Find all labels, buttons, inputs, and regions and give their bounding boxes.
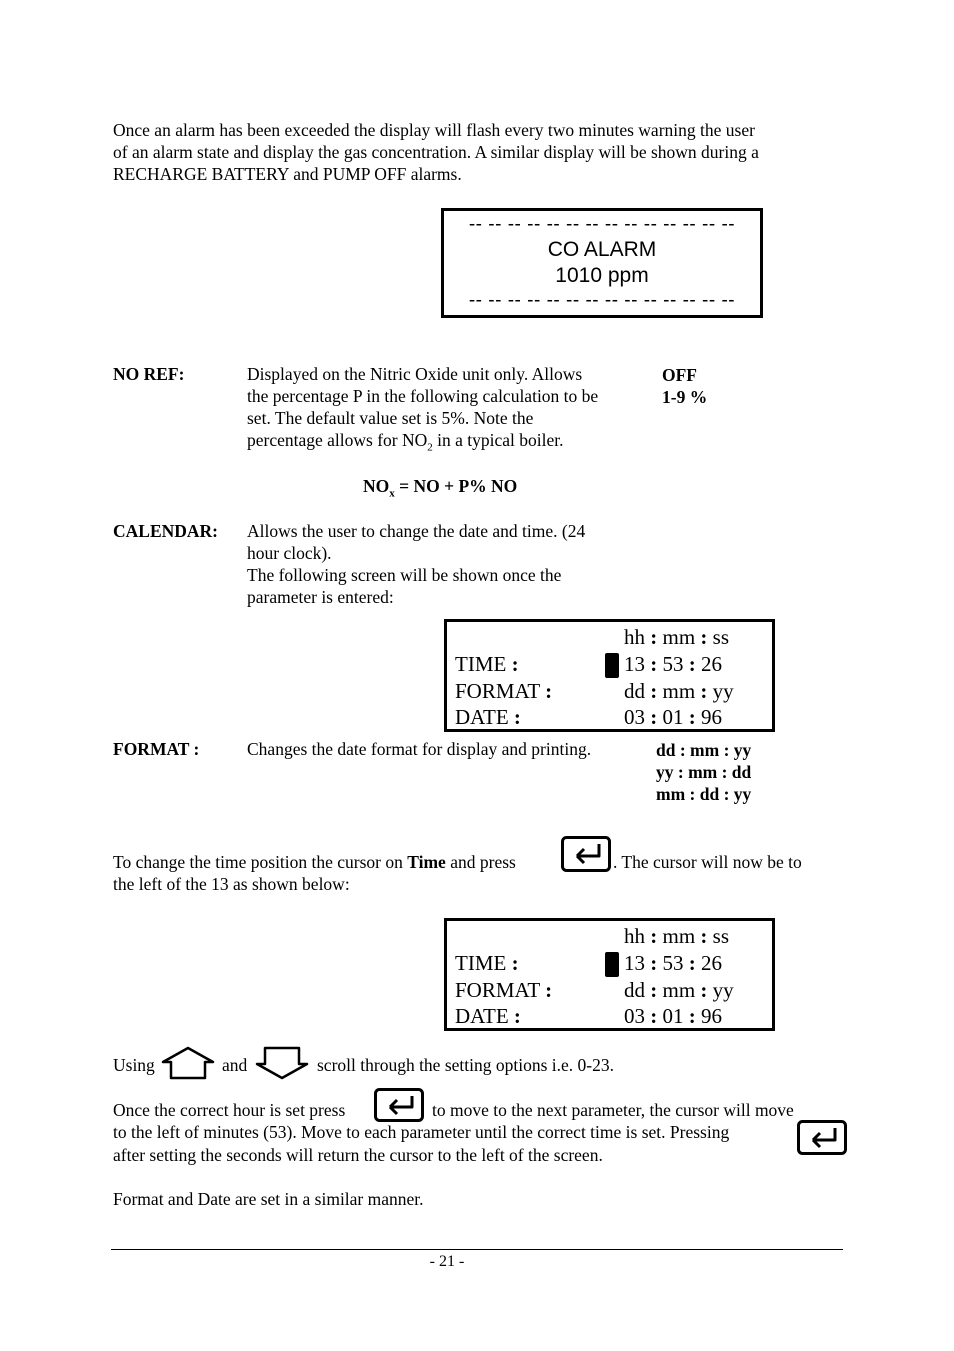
closing-sentence: Format and Date are set in a similar manner. — [113, 1189, 424, 1209]
change-time-line-2: the left of the 13 as shown below: — [113, 874, 350, 894]
change-time-line-1: To change the time position the cursor on Time and press — [113, 852, 516, 872]
intro-line-3: RECHARGE BATTERY and PUMP OFF alarms. — [113, 164, 462, 184]
calendar-line-2: hour clock). — [247, 543, 332, 563]
alarm-value: 1010 ppm — [555, 264, 649, 287]
format-label: FORMAT : — [113, 739, 200, 759]
format-description: Changes the date format for display and printing. — [247, 739, 592, 759]
no-ref-label: NO REF: — [113, 364, 185, 384]
using-word: Using — [113, 1055, 155, 1075]
lcd2-header: hh : mm : ss — [624, 924, 730, 948]
no-ref-options — [662, 364, 707, 408]
lcd1-format-label: FORMAT : — [455, 679, 553, 703]
enter-key-icon — [561, 836, 611, 872]
format-option-3: mm : dd : yy — [656, 784, 752, 804]
calendar-line-1: Allows the user to change the date and time. (24 — [247, 521, 586, 541]
calendar-line-4: parameter is entered: — [247, 587, 394, 607]
footer-rule — [111, 1249, 843, 1250]
using-rest: scroll through the setting options i.e. 0-23. — [317, 1055, 614, 1075]
using-and: and — [222, 1055, 248, 1075]
lcd2-date-label: DATE : — [455, 1004, 521, 1028]
enter-key-icon-2 — [374, 1088, 424, 1122]
once-line-2: to the left of minutes (53). Move to each parameter until the correct time is set. Pressing — [113, 1122, 730, 1142]
once-line-3: after setting the seconds will return the cursor to the left of the screen. — [113, 1145, 603, 1165]
format-options — [656, 739, 751, 805]
lcd2-format-value: dd : mm : yy — [624, 978, 734, 1002]
lcd2-cursor — [605, 952, 619, 977]
no-ref-line-1: Displayed on the Nitric Oxide unit only. Allows — [247, 364, 583, 384]
lcd2-time-label: TIME : — [455, 951, 519, 975]
alarm-title: CO ALARM — [547, 238, 657, 261]
no-ref-description — [247, 363, 598, 459]
page-number: - 21 - — [429, 1253, 465, 1270]
down-arrow-key-icon — [255, 1046, 309, 1080]
lcd2-date-value: 03 : 01 : 96 — [624, 1004, 722, 1028]
calendar-line-3: The following screen will be shown once the — [247, 565, 562, 585]
format-option-1: dd : mm : yy — [656, 740, 752, 760]
enter-key-icon-3 — [797, 1120, 847, 1155]
alarm-display — [441, 208, 763, 318]
intro-line-1: Once an alarm has been exceeded the display will flash every two minutes warning the user — [113, 120, 755, 140]
no-ref-line-3: set. The default value set is 5%. Note the — [247, 408, 534, 428]
alarm-dashes-top: -- -- -- -- -- -- -- -- -- -- -- -- -- -- — [468, 214, 736, 235]
change-time-line-1-end: . The cursor will now be to — [613, 852, 802, 872]
no-ref-option-range: 1-9 % — [662, 387, 708, 407]
lcd1-cursor — [605, 653, 619, 678]
lcd1-time-label: TIME : — [455, 652, 519, 676]
lcd2-time-value: 13 : 53 : 26 — [624, 951, 722, 975]
intro-paragraph — [113, 119, 759, 185]
once-line-1-start: Once the correct hour is set press — [113, 1100, 346, 1120]
calendar-display-1 — [444, 619, 775, 732]
no-ref-line-4: percentage allows for $NO_2$ in a typical boiler. — [247, 430, 564, 454]
lcd2-format-label: FORMAT : — [455, 978, 553, 1002]
lcd1-date-label: DATE : — [455, 705, 521, 729]
once-line-1-end: to move to the next parameter, the cursor will move — [432, 1100, 794, 1120]
lcd1-format-value: dd : mm : yy — [624, 679, 734, 703]
format-option-2: yy : mm : dd — [656, 762, 752, 782]
nox-formula: $NO_x$ = NO + P% NO — [363, 476, 518, 500]
calendar-display-2 — [444, 918, 775, 1031]
lcd1-header: hh : mm : ss — [624, 625, 730, 649]
up-arrow-key-icon — [161, 1046, 215, 1080]
lcd1-date-value: 03 : 01 : 96 — [624, 705, 722, 729]
lcd1-time-value: 13 : 53 : 26 — [624, 652, 722, 676]
alarm-dashes-bottom: -- -- -- -- -- -- -- -- -- -- -- -- -- -- — [468, 290, 736, 311]
no-ref-option-off: OFF — [662, 365, 697, 385]
no-ref-line-2: the percentage P in the following calculation to be — [247, 386, 599, 406]
intro-line-2: of an alarm state and display the gas concentration. A similar display will be shown during a — [113, 142, 759, 162]
calendar-label: CALENDAR: — [113, 521, 218, 541]
calendar-description — [247, 520, 585, 608]
